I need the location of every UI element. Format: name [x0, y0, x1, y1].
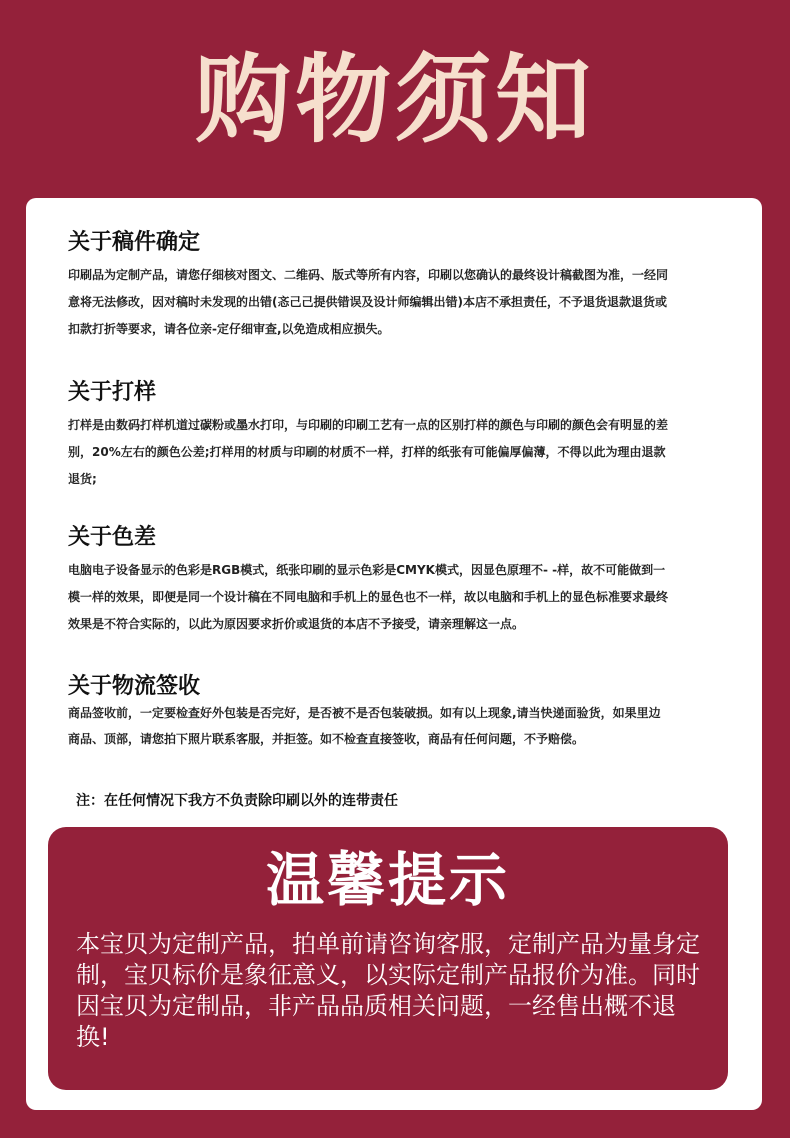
tip-body: 本宝贝为定制产品，拍单前请咨询客服，定制产品为量身定制，宝贝标价是象征意义，以实际定制产品报价为准。同时因宝贝为定制品，非产品品质相关问题，一经售出概不退换! [76, 930, 700, 1051]
section-color-difference [68, 523, 668, 638]
section-body: 印刷品为定制产品，请您仔细核对图文、二维码、版式等所有内容，印刷以您确认的最终设计稿截图为准，一经同意将无法修改，因对稿时未发现的出错(忞己己提供错误及设计师编辑出错)本店不承担责任，不予退货退款退货或扣款打折等要求，请各位亲-定仔细审查,以免造成相应损失。 [68, 268, 669, 336]
section-proofing [68, 378, 668, 493]
section-body: 商品签收前，一定要检查好外包装是否完好，是否被不是否包装破损。如有以上现象,请当快递面验货，如果里边商品、顶部，请您拍下照片联系客服，并拒签。如不检查直接签收，商品有任何问题，不予赔偿。 [68, 706, 661, 746]
section-logistics-receipt [68, 672, 668, 752]
liability-note: 注：在任何情况下我方不负责除印刷以外的连带责任 [76, 793, 398, 809]
page-title: 购物须知 [195, 44, 595, 156]
section-title: 关于物流签收 [68, 674, 201, 699]
warm-tip-box [48, 827, 728, 1090]
section-body: 打样是由数码打样机道过碳粉或墨水打印，与印刷的印刷工艺有一点的区别打样的颜色与印刷的颜色会有明显的差别，20%左右的颜色公差;打样用的材质与印刷的材质不一样，打样的纸张有可能偏厚偏薄，不得以此为理由退款退货; [68, 418, 669, 486]
tip-title: 温馨提示 [265, 846, 510, 914]
section-title: 关于打样 [68, 380, 157, 405]
section-body: 电脑电子设备显示的色彩是RGB模式，纸张印刷的显示色彩是CMYK模式，因显色原理不- -样，故不可能做到一模一样的效果，即便是同一个设计稿在不同电脑和手机上的显色也不一样，故以电脑和手机上的显色标准要求最终效果是不符合实际的，以此为原因要求折价或退货的本店不予接受，请亲理解这一点。 [68, 563, 669, 631]
section-title: 关于色差 [68, 525, 157, 550]
section-title: 关于稿件确定 [68, 230, 201, 255]
section-draft-confirmation [68, 228, 668, 343]
